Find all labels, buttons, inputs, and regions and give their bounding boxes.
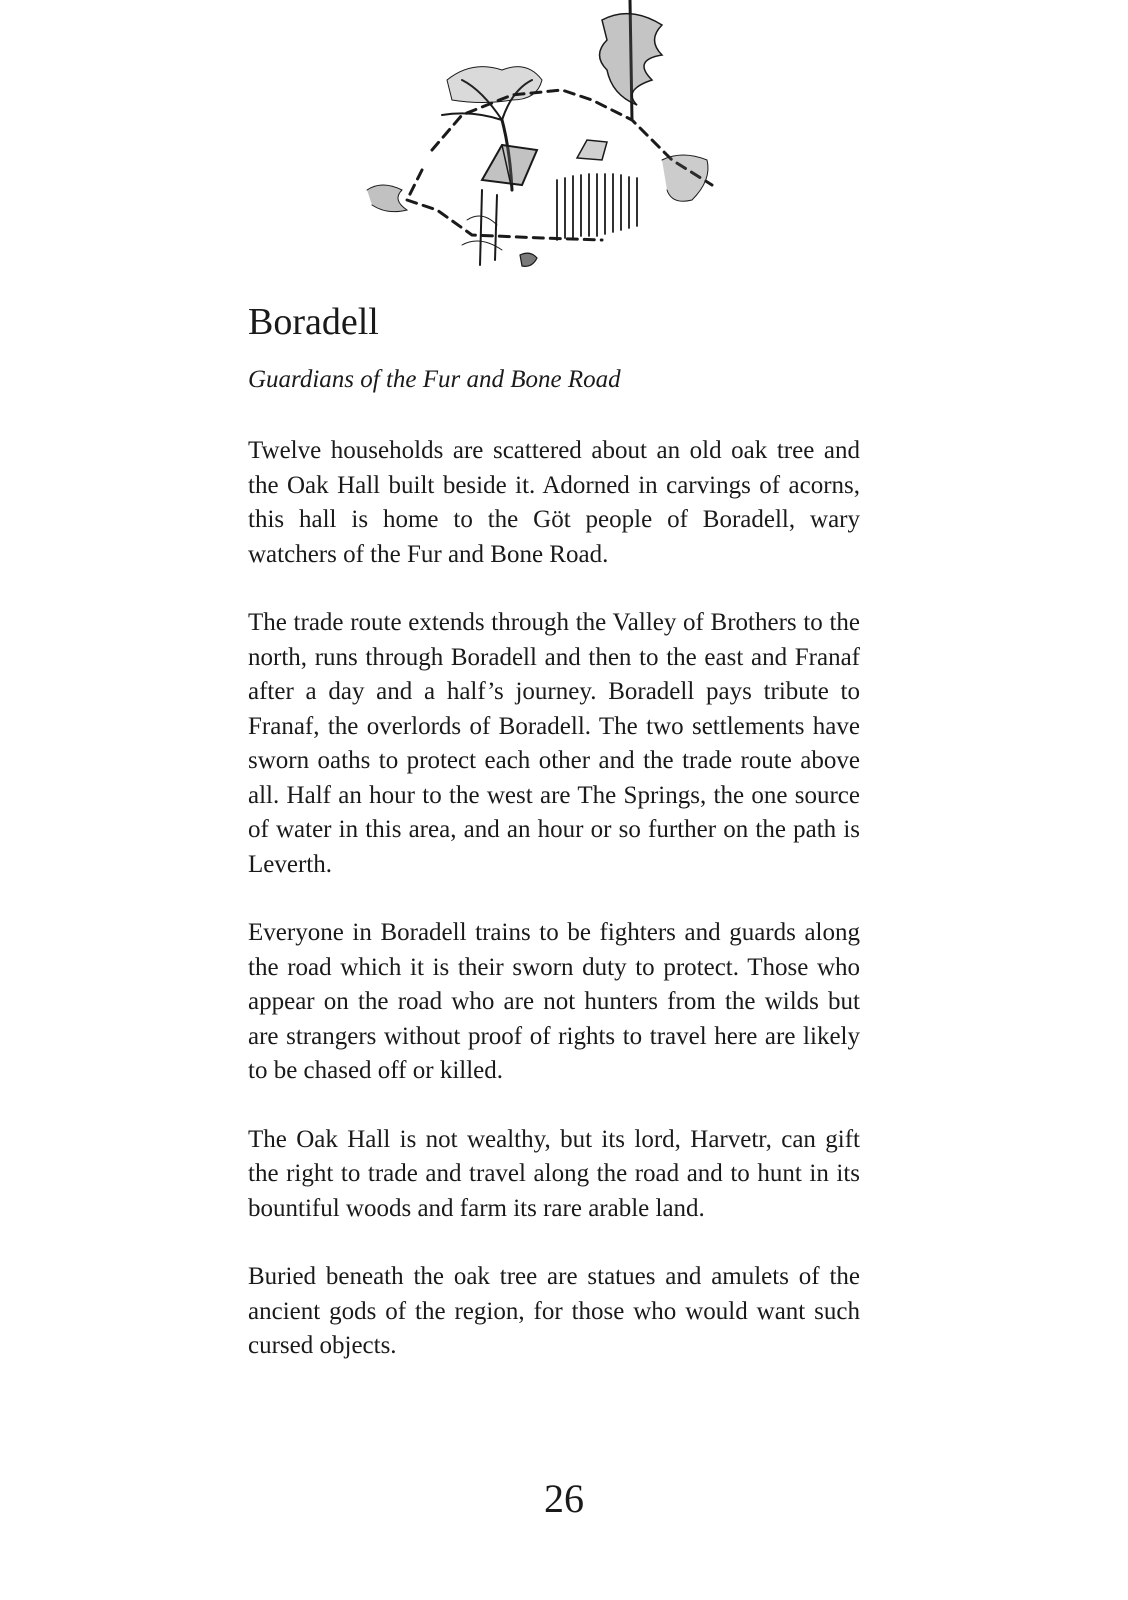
body-paragraph: Everyone in Boradell trains to be fighters and guards along the road which it is their sworn duty to protect. Those who appear on the road who are not hunters from the wilds but are strangers without proof of rights to travel here are likely to be chased off or killed.	[248, 919, 860, 1085]
body-paragraph: Twelve households are scattered about an old oak tree and the Oak Hall built beside it. Adorned in carvings of acorns, this hall is home to the Göt people of Boradell, wary watchers of the Fur and Bone Road.	[248, 437, 860, 568]
page-content	[248, 300, 860, 1398]
page-subtitle: Guardians of the Fur and Bone Road	[248, 365, 621, 393]
village-sketch-image	[362, 0, 722, 280]
body-paragraph: The Oak Hall is not wealthy, but its lord, Harvetr, can gift the right to trade and travel along the road and to hunt in its bountiful woods and farm its rare arable land.	[248, 1125, 860, 1222]
page-title: Boradell	[248, 301, 379, 343]
body-paragraph: The trade route extends through the Valley of Brothers to the north, runs through Boradell and then to the east and Franaf after a day and a half’s journey. Boradell pays tribute to Franaf, the overlords of Boradell. The two settlements have sworn oaths to protect each other and the trade route above all. Half an hour to the west are The Springs, the one source of water in this area, and an hour or so further on the path is Leverth.	[248, 609, 860, 878]
village-illustration	[362, 0, 722, 280]
body-paragraph: Buried beneath the oak tree are statues and amulets of the ancient gods of the region, for those who would want such cursed objects.	[248, 1263, 860, 1360]
page-number: 26	[544, 1476, 584, 1521]
